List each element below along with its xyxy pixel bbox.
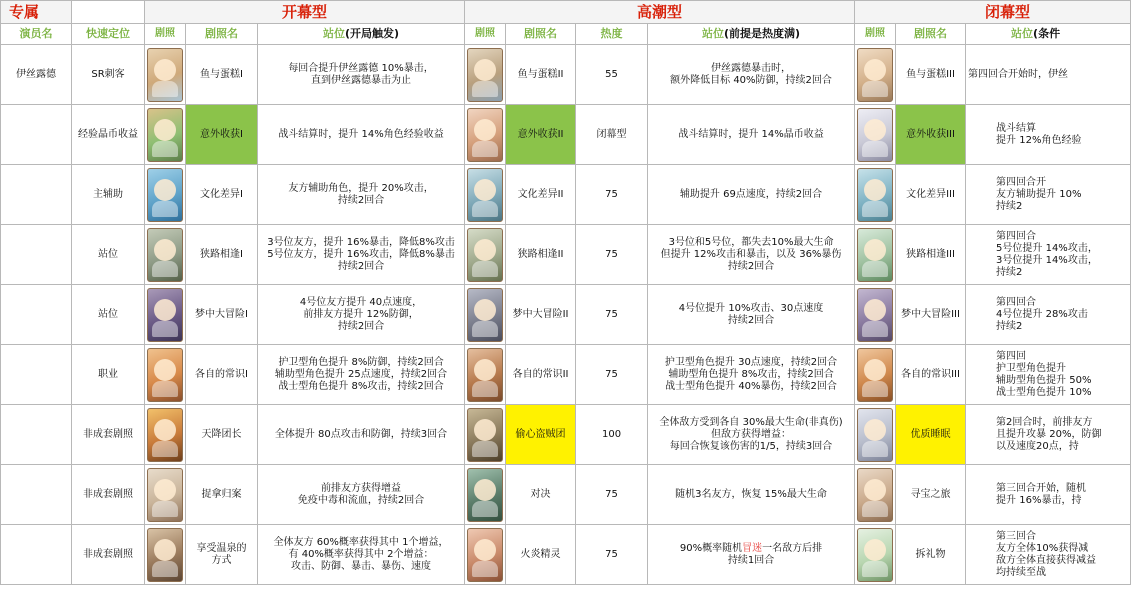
climax-effect-highlight: 冒迷 [742, 542, 763, 554]
closing-photo-cell[interactable] [855, 345, 896, 405]
still-photo-thumbnail[interactable] [467, 468, 503, 522]
still-photo-thumbnail[interactable] [467, 408, 503, 462]
climax-photo-cell[interactable] [465, 105, 506, 165]
still-photo-thumbnail[interactable] [467, 48, 503, 102]
climax-photo-name-cell: 意外收获II [506, 105, 576, 165]
opening-effect-cell: 4号位友方提升 40点速度， 前排友方提升 12%防御， 持续2回合 [258, 285, 465, 345]
still-photo-thumbnail[interactable] [857, 48, 893, 102]
opening-effect-cell: 每回合提升伊丝露德 10%暴击， 直到伊丝露德暴击为止 [258, 45, 465, 105]
actor-name-cell [1, 345, 72, 405]
opening-photo-name-cell: 文化差异I [186, 165, 258, 225]
closing-effect-cell: 第三回合开始，随机 提升 16%暴击，持 [966, 465, 1131, 525]
table-row [1, 405, 1131, 465]
climax-effect-cell: 护卫型角色提升 30点速度，持续2回合 辅助型角色提升 8%攻击，持续2回合 战士型角色提升 40%暴伤，持续2回合 [648, 345, 855, 405]
opening-photo-cell[interactable] [145, 405, 186, 465]
actor-name-cell [1, 525, 72, 585]
opening-photo-cell[interactable] [145, 525, 186, 585]
section-title-row [1, 1, 1131, 24]
closing-photo-cell[interactable] [855, 285, 896, 345]
role-cell: 非成套剧照 [72, 405, 145, 465]
still-photo-thumbnail[interactable] [467, 528, 503, 582]
climax-photo-name-cell: 火炎精灵 [506, 525, 576, 585]
still-photo-thumbnail[interactable] [467, 228, 503, 282]
blank-cell [72, 1, 145, 24]
closing-photo-cell[interactable] [855, 105, 896, 165]
header-position-climax [648, 24, 855, 45]
closing-photo-name-cell: 文化差异III [896, 165, 966, 225]
still-photo-thumbnail[interactable] [467, 108, 503, 162]
heat-cell: 75 [576, 465, 648, 525]
still-photo-thumbnail[interactable] [147, 48, 183, 102]
heat-cell: 75 [576, 225, 648, 285]
climax-effect-cell: 4号位提升 10%攻击、30点速度 持续2回合 [648, 285, 855, 345]
opening-effect-cell: 友方辅助角色，提升 20%攻击， 持续2回合 [258, 165, 465, 225]
heat-cell: 75 [576, 345, 648, 405]
header-photo-name: 剧照名 [186, 24, 258, 45]
closing-effect-cell: 战斗结算 提升 12%角色经验 [966, 105, 1131, 165]
role-cell: 非成套剧照 [72, 525, 145, 585]
header-photo: 剧照 [145, 24, 186, 45]
closing-photo-name-cell: 拆礼物 [896, 525, 966, 585]
climax-effect-cell: 伊丝露德暴击时， 额外降低目标 40%防御，持续2回合 [648, 45, 855, 105]
closing-effect-cell: 第三回合 友方全体10%获得减 敌方全体直接获得减益 均持续至战 [966, 525, 1131, 585]
climax-effect-text: 90%概率随机 [679, 542, 743, 554]
header-position-open [258, 24, 465, 45]
actor-name-cell [1, 405, 72, 465]
climax-photo-name-cell: 文化差异II [506, 165, 576, 225]
header-photo-name: 剧照名 [896, 24, 966, 45]
climax-effect-cell: 3号位和5号位，都失去10%最大生命 但提升 12%攻击和暴击，以及 36%暴伤 持续2回合 [648, 225, 855, 285]
climax-photo-cell[interactable] [465, 45, 506, 105]
opening-photo-cell[interactable] [145, 285, 186, 345]
still-photo-thumbnail[interactable] [857, 348, 893, 402]
still-photo-thumbnail[interactable] [147, 408, 183, 462]
header-position-climax-note: (前提是热度满) [724, 27, 801, 40]
opening-photo-name-cell: 天降团长 [186, 405, 258, 465]
opening-photo-name-cell: 鱼与蛋糕I [186, 45, 258, 105]
role-cell: SR刺客 [72, 45, 145, 105]
closing-effect-cell: 第四回合开始时，伊丝 [966, 45, 1131, 105]
still-photo-thumbnail[interactable] [857, 408, 893, 462]
header-position-close-label: 站位 [1011, 27, 1034, 40]
table-row [1, 525, 1131, 585]
header-position-open-label: 站位 [322, 27, 345, 40]
climax-effect-cell [648, 525, 855, 585]
climax-photo-cell[interactable] [465, 285, 506, 345]
role-cell: 站位 [72, 225, 145, 285]
closing-photo-name-cell: 优质睡眠 [896, 405, 966, 465]
header-position-close-note: (条件 [1033, 27, 1061, 40]
table-row [1, 285, 1131, 345]
closing-photo-name-cell: 寻宝之旅 [896, 465, 966, 525]
opening-photo-name-cell: 意外收获I [186, 105, 258, 165]
opening-photo-name-cell: 狭路相逢I [186, 225, 258, 285]
climax-photo-cell[interactable] [465, 525, 506, 585]
still-photo-thumbnail[interactable] [857, 288, 893, 342]
closing-photo-cell[interactable] [855, 45, 896, 105]
closing-photo-name-cell: 各自的常识III [896, 345, 966, 405]
role-cell: 职业 [72, 345, 145, 405]
climax-photo-name-cell: 各自的常识II [506, 345, 576, 405]
still-photo-thumbnail[interactable] [147, 168, 183, 222]
still-photo-thumbnail[interactable] [147, 528, 183, 582]
actor-name-cell [1, 165, 72, 225]
column-header-row [1, 24, 1131, 45]
opening-photo-cell[interactable] [145, 165, 186, 225]
closing-effect-cell: 第四回合 4号位提升 28%攻击 持续2 [966, 285, 1131, 345]
role-cell: 主辅助 [72, 165, 145, 225]
closing-effect-cell: 第四回合开 友方辅助提升 10% 持续2 [966, 165, 1131, 225]
climax-effect-text: 一名敌方后排 持续1回合 [727, 542, 823, 566]
opening-photo-cell[interactable] [145, 225, 186, 285]
opening-photo-cell[interactable] [145, 45, 186, 105]
header-photo-name: 剧照名 [506, 24, 576, 45]
opening-effect-cell: 全体提升 80点攻击和防御，持续3回合 [258, 405, 465, 465]
actor-name-cell [1, 105, 72, 165]
climax-photo-name-cell: 狭路相逢II [506, 225, 576, 285]
closing-effect-cell: 第2回合时，前排友方 且提升攻暴 20%，防御 以及速度20点，持 [966, 405, 1131, 465]
table-row [1, 345, 1131, 405]
opening-effect-cell: 3号位友方，提升 16%暴击，降低8%攻击 5号位友方，提升 16%攻击，降低8%暴击 持续2回合 [258, 225, 465, 285]
opening-photo-cell[interactable] [145, 345, 186, 405]
climax-photo-cell[interactable] [465, 465, 506, 525]
still-photo-thumbnail[interactable] [147, 468, 183, 522]
actor-name-cell: 伊丝露德 [1, 45, 72, 105]
closing-photo-cell[interactable] [855, 465, 896, 525]
table-row [1, 225, 1131, 285]
header-position-open-note: (开局触发) [344, 27, 400, 40]
closing-photo-name-cell: 梦中大冒险III [896, 285, 966, 345]
still-photo-thumbnail[interactable] [857, 168, 893, 222]
table-row [1, 45, 1131, 105]
heat-cell: 闭幕型 [576, 105, 648, 165]
climax-photo-cell[interactable] [465, 345, 506, 405]
still-photo-thumbnail[interactable] [857, 228, 893, 282]
climax-photo-cell[interactable] [465, 405, 506, 465]
exclusive-title: 专属 [1, 1, 72, 24]
opening-photo-cell[interactable] [145, 105, 186, 165]
table-row [1, 105, 1131, 165]
closing-effect-cell: 第四回 护卫型角色提升 辅助型角色提升 50% 战士型角色提升 10% [966, 345, 1131, 405]
role-cell: 经验晶币收益 [72, 105, 145, 165]
opening-effect-cell: 前排友方获得增益 免疫中毒和流血，持续2回合 [258, 465, 465, 525]
closing-photo-cell[interactable] [855, 525, 896, 585]
header-photo: 剧照 [855, 24, 896, 45]
table-row [1, 165, 1131, 225]
closing-photo-cell[interactable] [855, 225, 896, 285]
heat-cell: 75 [576, 165, 648, 225]
climax-photo-name-cell: 鱼与蛋糕II [506, 45, 576, 105]
climax-photo-cell[interactable] [465, 225, 506, 285]
opening-photo-name-cell: 捉拿归案 [186, 465, 258, 525]
still-photo-thumbnail[interactable] [147, 108, 183, 162]
closing-photo-name-cell: 意外收获III [896, 105, 966, 165]
opening-effect-cell: 全体友方 60%概率获得其中 1个增益， 有 40%概率获得其中 2个增益： 攻击、防御、暴击、暴伤、速度 [258, 525, 465, 585]
still-photo-thumbnail[interactable] [467, 168, 503, 222]
climax-photo-cell[interactable] [465, 165, 506, 225]
heat-cell: 55 [576, 45, 648, 105]
still-photo-thumbnail[interactable] [857, 468, 893, 522]
header-position-close [966, 24, 1131, 45]
header-actor: 演员名 [1, 24, 72, 45]
actor-name-cell [1, 465, 72, 525]
header-heat: 热度 [576, 24, 648, 45]
opening-title: 开幕型 [145, 1, 465, 24]
climax-photo-name-cell: 偷心盗贼团 [506, 405, 576, 465]
opening-effect-cell: 护卫型角色提升 8%防御，持续2回合 辅助型角色提升 25点速度，持续2回合 战士型角色提升 8%攻击，持续2回合 [258, 345, 465, 405]
climax-title: 高潮型 [465, 1, 855, 24]
climax-effect-cell: 全体敌方受到各自 30%最大生命(非真伤) 但敌方获得增益： 每回合恢复该伤害的1/5，持续3回合 [648, 405, 855, 465]
table-row [1, 465, 1131, 525]
actor-name-cell [1, 285, 72, 345]
header-role: 快速定位 [72, 24, 145, 45]
still-photo-thumbnail[interactable] [147, 288, 183, 342]
actor-name-cell [1, 225, 72, 285]
climax-photo-name-cell: 对决 [506, 465, 576, 525]
climax-effect-cell: 随机3名友方，恢复 15%最大生命 [648, 465, 855, 525]
opening-photo-name-cell: 享受温泉的 方式 [186, 525, 258, 585]
still-photo-thumbnail[interactable] [147, 228, 183, 282]
header-photo: 剧照 [465, 24, 506, 45]
closing-photo-name-cell: 鱼与蛋糕III [896, 45, 966, 105]
heat-cell: 75 [576, 525, 648, 585]
opening-photo-name-cell: 各自的常识I [186, 345, 258, 405]
opening-effect-cell: 战斗结算时，提升 14%角色经验收益 [258, 105, 465, 165]
opening-photo-cell[interactable] [145, 465, 186, 525]
climax-effect-cell: 战斗结算时，提升 14%晶币收益 [648, 105, 855, 165]
closing-photo-cell[interactable] [855, 165, 896, 225]
heat-cell: 100 [576, 405, 648, 465]
heat-cell: 75 [576, 285, 648, 345]
closing-effect-cell: 第四回合 5号位提升 14%攻击， 3号位提升 14%攻击， 持续2 [966, 225, 1131, 285]
closing-title: 闭幕型 [855, 1, 1131, 24]
closing-photo-cell[interactable] [855, 405, 896, 465]
climax-photo-name-cell: 梦中大冒险II [506, 285, 576, 345]
opening-photo-name-cell: 梦中大冒险I [186, 285, 258, 345]
role-cell: 站位 [72, 285, 145, 345]
closing-photo-name-cell: 狭路相逢III [896, 225, 966, 285]
header-position-climax-label: 站位 [702, 27, 724, 40]
still-photo-thumbnail[interactable] [467, 288, 503, 342]
role-cell: 非成套剧照 [72, 465, 145, 525]
climax-effect-cell: 辅助提升 69点速度，持续2回合 [648, 165, 855, 225]
still-photo-thumbnail[interactable] [857, 528, 893, 582]
still-photo-thumbnail[interactable] [467, 348, 503, 402]
still-photo-thumbnail[interactable] [857, 108, 893, 162]
still-photo-thumbnail[interactable] [147, 348, 183, 402]
